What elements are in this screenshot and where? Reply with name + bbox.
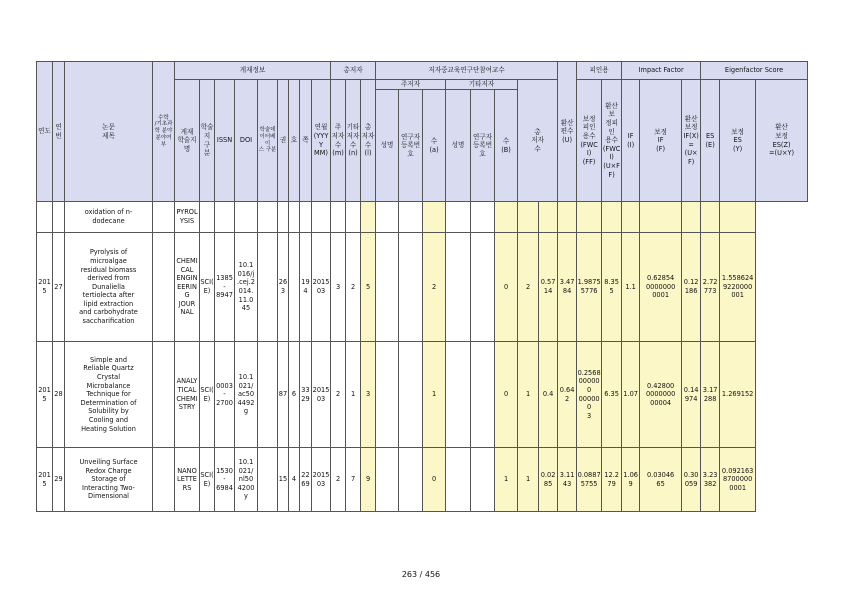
total-participants-cell: 1 xyxy=(518,342,539,448)
blank-cell xyxy=(376,233,399,342)
if-adj-cell: 1.06 9 xyxy=(622,448,640,512)
blank-cell xyxy=(446,233,471,342)
blank-cell xyxy=(258,233,278,342)
blank-cell xyxy=(399,202,423,233)
if-cell: 12.2 79 xyxy=(602,448,622,512)
year-cell xyxy=(37,202,53,233)
es-cell: 0.14 974 xyxy=(682,342,701,448)
group-eigenfactor: Eigenfactor Score xyxy=(701,62,808,80)
col-total-authors: 총 저자 수 (l) xyxy=(361,80,376,202)
if-conv-cell: 0.62854 0000000 0001 xyxy=(640,233,682,342)
es-cell xyxy=(682,202,701,233)
blank-cell xyxy=(376,342,399,448)
journal-type-cell: SCI( E) xyxy=(200,233,215,342)
col-main-reg-no: 연구자 등록번 호 xyxy=(399,90,423,202)
if-conv-cell xyxy=(640,202,682,233)
col-other-name: 성명 xyxy=(446,90,471,202)
converted-cell xyxy=(539,202,558,233)
main-authors-cell: 3 xyxy=(331,233,346,342)
date-cell: 2015 03 xyxy=(312,448,331,512)
journal-cell: CHEMI CAL ENGIN EERIN G JOUR NAL xyxy=(175,233,200,342)
col-journal-type: 학술 지 구 분 xyxy=(200,80,215,202)
es-adj-cell: 3.23 382 xyxy=(701,448,720,512)
col-converted: 환산 편수 (U) xyxy=(558,62,577,202)
main-authors-cell: 2 xyxy=(331,448,346,512)
total-participants-cell: 1 xyxy=(518,448,539,512)
journal-cell: NANO LETTE RS xyxy=(175,448,200,512)
table-row xyxy=(37,233,808,342)
year-cell: 201 5 xyxy=(37,448,53,512)
if-cell: 8.35 5 xyxy=(602,233,622,342)
col-vol: 권 xyxy=(278,80,289,202)
year-cell: 201 5 xyxy=(37,342,53,448)
col-if-adj: 보정 IF (F) xyxy=(640,80,682,202)
col-title: 논문 제목 xyxy=(65,62,153,202)
title-cell: oxidation of n- dodecane xyxy=(65,202,153,233)
date-cell: 2015 03 xyxy=(312,342,331,448)
total-participants-cell: 2 xyxy=(518,233,539,342)
issn-cell xyxy=(215,202,235,233)
main-participant-count-cell xyxy=(423,202,446,233)
blank-cell xyxy=(446,202,471,233)
other-authors-cell: 1 xyxy=(346,342,361,448)
col-journal: 게재 학술지 명 xyxy=(175,80,200,202)
blank-cell xyxy=(446,448,471,512)
blank-cell xyxy=(471,202,495,233)
no-cell xyxy=(289,202,300,233)
col-no: 호 xyxy=(289,80,300,202)
no-cell: 4 xyxy=(289,448,300,512)
fwci-cell: 3.11 43 xyxy=(558,448,577,512)
col-total-participants: 총 저자 수 xyxy=(518,80,558,202)
vol-cell: 87 xyxy=(278,342,289,448)
col-other-count: 수 (B) xyxy=(495,90,518,202)
converted-cell: 0.57 14 xyxy=(539,233,558,342)
journal-type-cell xyxy=(200,202,215,233)
fwci-conv-cell xyxy=(577,202,602,233)
if-conv-cell: 0.42800 0000000 00004 xyxy=(640,342,682,448)
total-participants-cell xyxy=(518,202,539,233)
main-participant-count-cell: 2 xyxy=(423,233,446,342)
group-authors: 총저자 xyxy=(331,62,376,80)
col-issn: ISSN xyxy=(215,80,235,202)
total-authors-cell: 3 xyxy=(361,342,376,448)
group-other-participant: 기타저자 xyxy=(446,80,518,90)
col-if-conv: 환산 보정 IF(X) = (U×F) xyxy=(682,80,701,202)
es-adj-cell: 3.17 288 xyxy=(701,342,720,448)
col-fwci: 보정 피인 용수 (FWC I) (FF) xyxy=(577,80,602,202)
title-cell: Simple and Reliable Quartz Crystal Microbalance Technique for Determination of Solubility by Cooling and Heating Solution xyxy=(65,342,153,448)
blank-cell xyxy=(153,233,175,342)
other-participant-count-cell: 1 xyxy=(495,448,518,512)
issn-cell: 0003 - 2700 xyxy=(215,342,235,448)
date-cell xyxy=(312,202,331,233)
blank-cell xyxy=(399,233,423,342)
no-cell: 6 xyxy=(289,342,300,448)
es-cell: 0.30 059 xyxy=(682,448,701,512)
col-main-name: 성명 xyxy=(376,90,399,202)
es-adj-cell: 2.72 773 xyxy=(701,233,720,342)
blank-cell xyxy=(376,448,399,512)
col-if: IF (I) xyxy=(622,80,640,202)
main-participant-count-cell: 1 xyxy=(423,342,446,448)
es-adj-cell xyxy=(701,202,720,233)
blank-cell xyxy=(153,448,175,512)
col-db: 학술데 이터베이 스 구분 xyxy=(258,80,278,202)
serial-cell: 28 xyxy=(53,342,65,448)
issn-cell: 1385 - 8947 xyxy=(215,233,235,342)
other-participant-count-cell: 0 xyxy=(495,342,518,448)
main-authors-cell: 2 xyxy=(331,342,346,448)
es-conv-cell xyxy=(720,202,756,233)
group-participants: 저자중교육연구단참여교수 xyxy=(376,62,558,80)
table-row xyxy=(37,342,808,448)
page-cell: 22 69 xyxy=(300,448,312,512)
blank-cell xyxy=(258,202,278,233)
fwci-conv-cell: 0.2568 000000 000000 3 xyxy=(577,342,602,448)
table-row xyxy=(37,202,808,233)
total-authors-cell: 5 xyxy=(361,233,376,342)
blank-cell xyxy=(446,342,471,448)
blank-cell xyxy=(399,342,423,448)
doi-cell xyxy=(235,202,258,233)
col-page: 쪽 xyxy=(300,80,312,202)
year-cell: 201 5 xyxy=(37,233,53,342)
group-citations: 피인용 xyxy=(577,62,622,80)
fwci-cell: 3.47 84 xyxy=(558,233,577,342)
publication-table xyxy=(36,61,808,512)
col-es-conv: 환산 보정 ES(Z) =(U×Y) xyxy=(756,80,808,202)
if-adj-cell: 1.07 xyxy=(622,342,640,448)
serial-cell: 27 xyxy=(53,233,65,342)
doi-cell: 10.1 021/ ac50 4492 g xyxy=(235,342,258,448)
page-number: 263 / 456 xyxy=(401,570,441,579)
col-fwci-conv: 환산보 정피인 용수 (FWCI) (U×FF) xyxy=(602,80,622,202)
es-conv-cell: 1.558624 9220000 001 xyxy=(720,233,756,342)
other-authors-cell: 7 xyxy=(346,448,361,512)
if-adj-cell: 1.1 xyxy=(622,233,640,342)
group-publication: 게재정보 xyxy=(175,62,331,80)
blank-cell xyxy=(471,448,495,512)
col-serial: 연번 xyxy=(53,62,65,202)
blank-cell xyxy=(471,342,495,448)
fwci-conv-cell: 1.9875 5776 xyxy=(577,233,602,342)
if-cell: 6.35 xyxy=(602,342,622,448)
fwci-cell: 0.64 2 xyxy=(558,342,577,448)
if-conv-cell: 0.03046 65 xyxy=(640,448,682,512)
es-conv-cell: 1.269152 xyxy=(720,342,756,448)
col-other-authors: 기타 저자 수 (n) xyxy=(346,80,361,202)
fwci-cell xyxy=(558,202,577,233)
vol-cell xyxy=(278,202,289,233)
other-participant-count-cell xyxy=(495,202,518,233)
serial-cell: 29 xyxy=(53,448,65,512)
journal-type-cell: SCI( E) xyxy=(200,448,215,512)
table-row xyxy=(37,448,808,512)
other-participant-count-cell: 0 xyxy=(495,233,518,342)
if-cell xyxy=(602,202,622,233)
col-other-reg-no: 연구자 등록번 호 xyxy=(471,90,495,202)
page-cell: 19 4 xyxy=(300,233,312,342)
journal-type-cell: SCI( E) xyxy=(200,342,215,448)
blank-cell xyxy=(153,342,175,448)
col-es: ES (E) xyxy=(701,80,720,202)
if-adj-cell xyxy=(622,202,640,233)
date-cell: 2015 03 xyxy=(312,233,331,342)
col-main-count: 수 (a) xyxy=(423,90,446,202)
group-impact-factor: Impact Factor xyxy=(622,62,701,80)
col-year: 연도 xyxy=(37,62,53,202)
doi-cell: 10.1 016/j .cej.2 014. 11.0 45 xyxy=(235,233,258,342)
blank-cell xyxy=(376,202,399,233)
blank-cell xyxy=(153,202,175,233)
col-date: 연월 (YYYY MM) xyxy=(312,80,331,202)
issn-cell: 1530 - 6984 xyxy=(215,448,235,512)
es-conv-cell: 0.092163 8700000 0001 xyxy=(720,448,756,512)
journal-cell: ANALY TICAL CHEMI STRY xyxy=(175,342,200,448)
main-participant-count-cell: 0 xyxy=(423,448,446,512)
group-main-participant: 주저자 xyxy=(376,80,446,90)
other-authors-cell xyxy=(346,202,361,233)
main-authors-cell xyxy=(331,202,346,233)
col-sci-flag: 수학 /기초과 학 분야 분야여부 xyxy=(153,62,175,202)
title-cell: Unveiling Surface Redox Charge Storage of Interacting Two- Dimensional xyxy=(65,448,153,512)
converted-cell: 0.4 xyxy=(539,342,558,448)
title-cell: Pyrolysis of microalgae residual biomass derived from Dunaliella tertiolecta after lipid extraction and carbohydrate saccharification xyxy=(65,233,153,342)
other-authors-cell: 2 xyxy=(346,233,361,342)
blank-cell xyxy=(258,342,278,448)
blank-cell xyxy=(399,448,423,512)
blank-cell xyxy=(471,233,495,342)
page-cell xyxy=(300,202,312,233)
converted-cell: 0.02 85 xyxy=(539,448,558,512)
total-authors-cell xyxy=(361,202,376,233)
serial-cell xyxy=(53,202,65,233)
vol-cell: 15 xyxy=(278,448,289,512)
es-cell: 0.12 186 xyxy=(682,233,701,342)
vol-cell: 26 3 xyxy=(278,233,289,342)
col-es-adj: 보정 ES (Y) xyxy=(720,80,756,202)
total-authors-cell: 9 xyxy=(361,448,376,512)
blank-cell xyxy=(258,448,278,512)
no-cell xyxy=(289,233,300,342)
page-cell: 33 29 xyxy=(300,342,312,448)
fwci-conv-cell: 0.0887 5755 xyxy=(577,448,602,512)
doi-cell: 10.1 021/ nl50 4200 y xyxy=(235,448,258,512)
col-doi: DOI xyxy=(235,80,258,202)
journal-cell: PYROL YSIS xyxy=(175,202,200,233)
col-main-authors: 주 저자 수 (m) xyxy=(331,80,346,202)
